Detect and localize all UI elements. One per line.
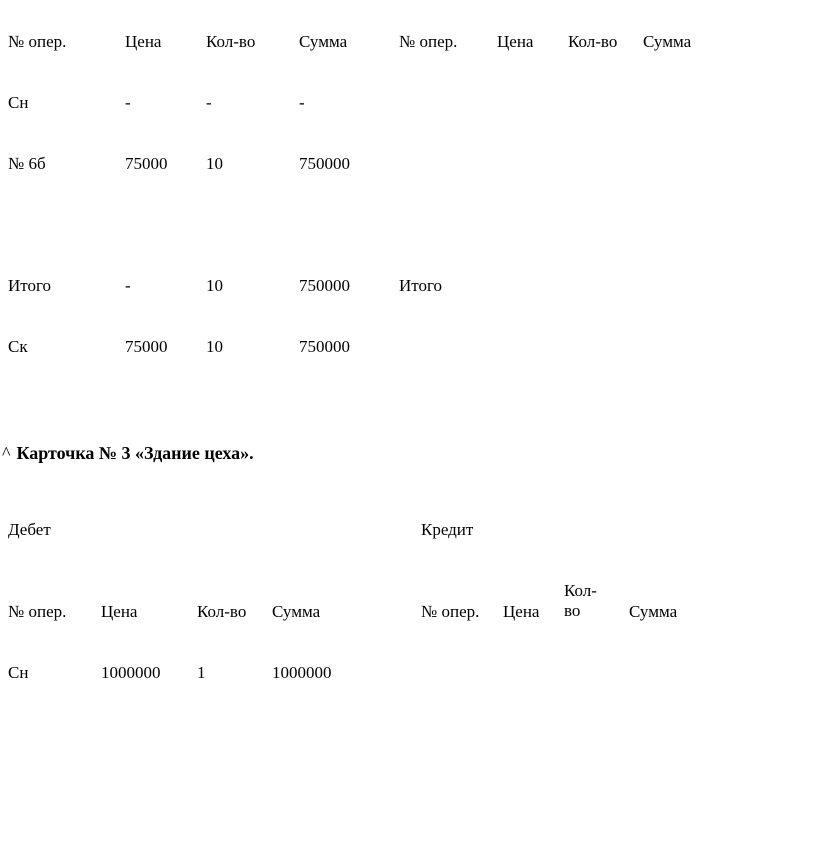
t2-header-op-credit: № опер.: [421, 602, 480, 621]
t1-header-price-credit: Цена: [497, 32, 534, 51]
t1-row-total-label: Итого: [8, 276, 52, 295]
t1-header-qty-debit: Кол-во: [206, 32, 256, 51]
t1-header-sum-credit: Сумма: [643, 32, 692, 51]
t1-row-op6b-qty: 10: [206, 154, 223, 173]
t1-row-closing-qty: 10: [206, 337, 223, 356]
t1-header-sum-debit: Сумма: [299, 32, 348, 51]
t1-row-op6b-price: 75000: [125, 154, 168, 173]
t1-header-qty-credit: Кол-во: [568, 32, 618, 51]
t1-row-total-price: -: [125, 276, 131, 295]
t1-row-opening-label: Сн: [8, 93, 29, 112]
t1-header-op-debit: № опер.: [8, 32, 67, 51]
t2-header-price-debit: Цена: [101, 602, 138, 621]
t1-row-opening-sum: -: [299, 93, 305, 112]
credit-label: Кредит: [421, 520, 474, 539]
t2-row-opening-sum: 1000000: [272, 663, 332, 682]
card-title: [2, 443, 254, 464]
t2-header-sum-credit: Сумма: [629, 602, 678, 621]
debit-label: Дебет: [8, 520, 51, 539]
t1-row-total-qty: 10: [206, 276, 223, 295]
t1-header-op-credit: № опер.: [399, 32, 458, 51]
t1-row-opening-price: -: [125, 93, 131, 112]
t2-header-sum-debit: Сумма: [272, 602, 321, 621]
t2-header-price-credit: Цена: [503, 602, 540, 621]
t2-header-qty-credit: Кол-во: [564, 581, 597, 620]
t1-row-closing-sum: 750000: [299, 337, 350, 356]
t1-row-op6b-sum: 750000: [299, 154, 350, 173]
t2-row-opening-label: Сн: [8, 663, 29, 682]
t1-row-op6b-label: № 6б: [8, 154, 46, 173]
t1-row-closing-price: 75000: [125, 337, 168, 356]
t2-row-opening-qty: 1: [197, 663, 206, 682]
t2-header-qty-debit: Кол-во: [197, 602, 247, 621]
t1-row-opening-qty: -: [206, 93, 212, 112]
t2-header-op-debit: № опер.: [8, 602, 67, 621]
t1-row-total-credit-label: Итого: [399, 276, 443, 295]
t2-row-opening-price: 1000000: [101, 663, 161, 682]
caret-glyph: ^: [2, 443, 11, 463]
t1-row-closing-label: Ск: [8, 337, 28, 356]
card-title-text: Карточка № 3 «Здание цеха».: [16, 443, 254, 463]
t1-row-total-sum: 750000: [299, 276, 350, 295]
t1-header-price-debit: Цена: [125, 32, 162, 51]
